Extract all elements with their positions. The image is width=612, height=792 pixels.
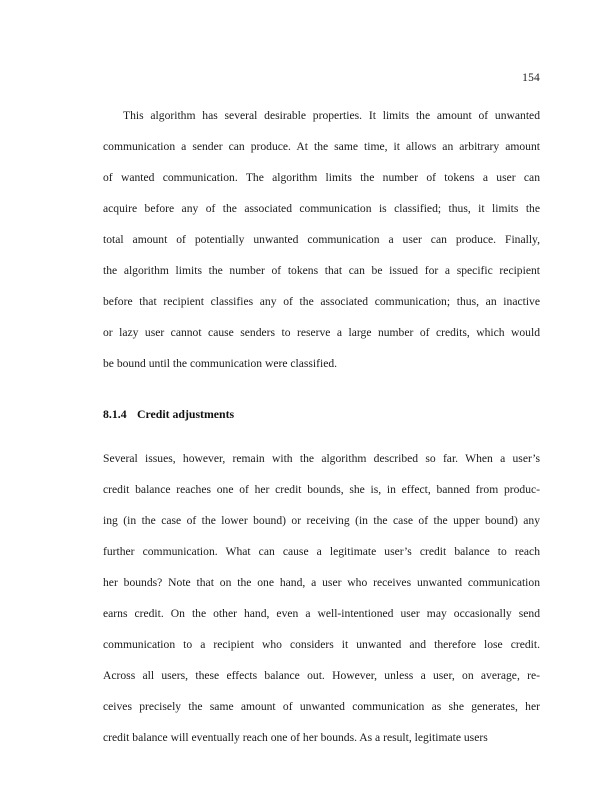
line-text: credit balance reaches one of her credit bounds, she is, in effect, banned from produc- — [103, 483, 540, 496]
line-text: total amount of potentially unwanted communication a user can produce. Finally, — [103, 233, 540, 246]
page-number: 154 — [522, 72, 540, 84]
text-line — [103, 629, 540, 660]
line-text: acquire before any of the associated communication is classified; thus, it limits the — [103, 202, 540, 215]
line-text: ing (in the case of the lower bound) or receiving (in the case of the upper bound) any — [103, 514, 540, 527]
text-line — [103, 224, 540, 255]
text-line — [103, 348, 540, 379]
line-text: be bound until the communication were classified. — [103, 357, 338, 370]
text-line — [103, 474, 540, 505]
line-text: of wanted communication. The algorithm limits the number of tokens a user can — [103, 171, 540, 184]
line-text: further communication. What can cause a legitimate user’s credit balance to reach — [103, 545, 540, 558]
text-line — [103, 317, 540, 348]
section-heading — [103, 399, 540, 430]
paragraph-2 — [103, 443, 540, 753]
text-line — [103, 100, 540, 131]
text-line — [103, 443, 540, 474]
heading-space-below — [103, 430, 540, 443]
text-line — [103, 286, 540, 317]
line-text: her bounds? Note that on the one hand, a user who receives unwanted communication — [103, 576, 540, 589]
heading-space-above — [103, 379, 540, 399]
section-number: 8.1.4 — [103, 407, 127, 421]
line-text: communication to a recipient who considers it unwanted and therefore lose credit. — [103, 638, 540, 651]
paragraph-1 — [103, 100, 540, 379]
text-line — [103, 505, 540, 536]
text-line — [103, 536, 540, 567]
text-line — [103, 162, 540, 193]
line-text: or lazy user cannot cause senders to reserve a large number of credits, which would — [103, 326, 540, 339]
text-line — [103, 255, 540, 286]
text-line — [103, 660, 540, 691]
text-line — [103, 131, 540, 162]
line-text: credit balance will eventually reach one of her bounds. As a result, legitimate users — [103, 731, 488, 744]
line-text: communication a sender can produce. At the same time, it allows an arbitrary amount — [103, 140, 540, 153]
line-text: Several issues, however, remain with the algorithm described so far. When a user’s — [103, 452, 540, 465]
line-text: ceives precisely the same amount of unwanted communication as she generates, her — [103, 700, 540, 713]
line-text: before that recipient classifies any of the associated communication; thus, an inactive — [103, 295, 540, 308]
text-line — [103, 722, 540, 753]
line-text: Across all users, these effects balance out. However, unless a user, on average, re- — [103, 669, 540, 682]
text-block — [103, 100, 540, 753]
line-text: This algorithm has several desirable properties. It limits the amount of unwanted — [123, 109, 540, 122]
text-line — [103, 691, 540, 722]
text-line — [103, 598, 540, 629]
line-text: the algorithm limits the number of tokens that can be issued for a specific recipient — [103, 264, 540, 277]
section-title: Credit adjustments — [137, 407, 235, 421]
text-line — [103, 193, 540, 224]
text-line — [103, 567, 540, 598]
line-text: earns credit. On the other hand, even a well-intentioned user may occasionally send — [103, 607, 540, 620]
